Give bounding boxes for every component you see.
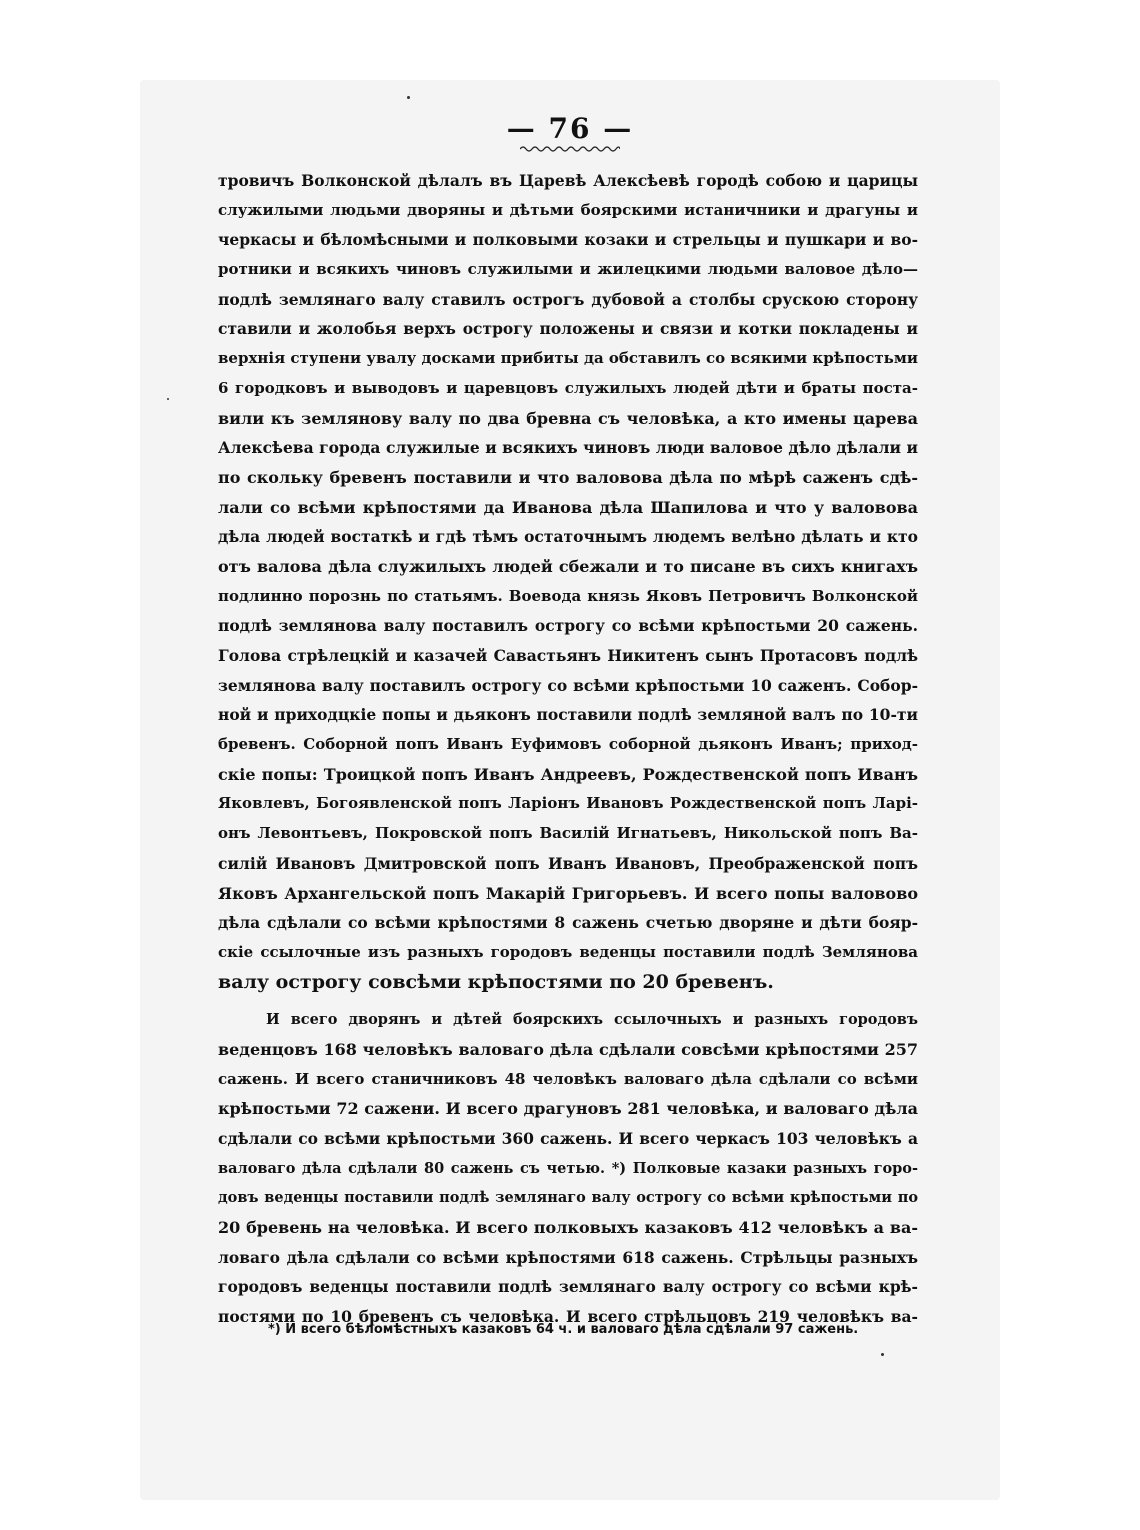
text-line: городовъ веденцы поставили подлѣ землянаго валу острогу со всѣми крѣ- [218, 1277, 918, 1297]
text-line: подлѣ землянова валу поставилъ острогу со всѣми крѣпостьми 20 сажень. [218, 616, 918, 636]
page-number: — 76 — [506, 112, 634, 145]
text-line: Яковъ Архангельской попъ Макарій Григорьевъ. И всего попы валовово [218, 883, 918, 903]
text-line: подлѣ землянаго валу ставилъ острогъ дубовой а столбы срускою сторону [218, 289, 918, 309]
text-line: по скольку бревенъ поставили и что валовова дѣла по мѣрѣ саженъ сдѣ- [218, 467, 918, 487]
page-header [0, 112, 1140, 153]
text-line: верхнія ступени увалу досками прибиты да обставилъ со всякими крѣпостьми [218, 349, 918, 368]
text-line: бревенъ. Соборной попъ Иванъ Еуфимовъ соборной дьяконъ Иванъ; приход- [218, 735, 918, 754]
text-line: довъ веденцы поставили подлѣ землянаго валу острогу со всѣми крѣпостьми по [218, 1189, 918, 1207]
text-line: ной и приходцкіе попы и дьяконъ поставили подлѣ земляной валъ по 10-ти [218, 705, 918, 725]
text-line: ротники и всякихъ чиновъ служилыми и жилецкими людьми валовое дѣло— [218, 260, 918, 279]
body-text [218, 166, 918, 1332]
wavy-underline [520, 145, 620, 153]
text-line: 20 бревень на человѣка. И всего полковыхъ казаковъ 412 человѣкъ а ва- [218, 1218, 918, 1238]
text-line: служилыми людьми дворяны и дѣтьми боярскими истаничники и драгуны и [218, 200, 918, 219]
text-line: скіе ссылочные изъ разныхъ городовъ веденцы поставили подлѣ Землянова [218, 942, 918, 961]
text-line: Алексѣева города служилые и всякихъ чиновъ люди валовое дѣло дѣлали и [218, 438, 918, 458]
text-line: валу острогу совсѣми крѣпостями по 20 бревенъ. [218, 970, 774, 993]
text-line: валоваго дѣла сдѣлали 80 сажень съ четью. *) Полковые казаки разныхъ горо- [218, 1159, 918, 1177]
text-line: сдѣлали со всѣми крѣпостьми 360 сажень. И всего черкасъ 103 человѣкъ а [218, 1129, 918, 1148]
scan-speck [407, 96, 410, 99]
text-line: подлинно порознь по статьямъ. Воевода князь Яковъ Петровичъ Волконской [218, 586, 918, 605]
text-line: сажень. И всего станичниковъ 48 человѣкъ валоваго дѣла сдѣлали со всѣми [218, 1069, 918, 1088]
text-line: скіе попы: Троицкой попъ Иванъ Андреевъ, Рождественской попъ Иванъ [218, 764, 918, 784]
text-line: Голова стрѣлецкій и казачей Савастьянъ Никитенъ сынъ Протасовъ подлѣ [218, 646, 918, 665]
paragraph-2 [218, 1005, 918, 1332]
text-line: Яковлевъ, Богоявленской попъ Ларіонъ Ивановъ Рождественской попъ Ларі- [218, 794, 918, 813]
text-line: 6 городковъ и выводовъ и царевцовъ служилыхъ людей дѣти и браты поста- [218, 378, 918, 397]
scan-speck [167, 398, 169, 400]
text-line: вили къ землянову валу по два бревна съ человѣка, а кто имены царева [218, 408, 918, 428]
text-line: тровичъ Волконской дѣлалъ въ Царевѣ Алексѣевѣ городѣ собою и царицы [218, 171, 918, 190]
paragraph-1 [218, 166, 918, 997]
text-line: веденцовъ 168 человѣкъ валоваго дѣла сдѣлали совсѣми крѣпостями 257 [218, 1039, 918, 1059]
text-line: землянова валу поставилъ острогу со всѣми крѣпостьми 10 саженъ. Собор- [218, 675, 918, 695]
text-line: черкасы и бѣломѣсными и полковыми козаки и стрельцы и пушкари и во- [218, 230, 918, 250]
text-line: ловаго дѣла сдѣлали со всѣми крѣпостями 618 сажень. Стрѣльцы разныхъ [218, 1247, 918, 1267]
text-line: лали со всѣми крѣпостями да Иванова дѣла Шапилова и что у валовова [218, 497, 918, 517]
text-line: дѣла людей востаткѣ и гдѣ тѣмъ остаточнымъ людемъ велѣно дѣлать и кто [218, 527, 918, 547]
text-line: постями по 10 бревенъ съ человѣка. И всего стрѣльцовъ 219 человѣкъ ва- [218, 1307, 918, 1327]
text-line: И всего дворянъ и дѣтей боярскихъ ссылочныхъ и разныхъ городовъ [266, 1011, 918, 1029]
footnote: *) И всего бѣломѣстныхъ казаковъ 64 ч. и валоваго дѣла сдѣлали 97 сажень. [268, 1322, 859, 1337]
text-line: силій Ивановъ Дмитровской попъ Иванъ Ивановъ, Преображенской попъ [218, 853, 918, 873]
scan-speck [881, 1353, 884, 1356]
text-line: отъ валова дѣла служилыхъ людей сбежали и то писане въ сихъ книгахъ [218, 556, 918, 576]
text-line: крѣпостьми 72 сажени. И всего драгуновъ 281 человѣка, и валоваго дѣла [218, 1099, 918, 1119]
text-line: дѣла сдѣлали со всѣми крѣпостями 8 сажень счетью дворяне и дѣти бояр- [218, 913, 918, 933]
text-line: ставили и жолобья верхъ острогу положены и связи и котки поклaдены и [218, 319, 918, 339]
text-line: онъ Левонтьевъ, Покровской попъ Василій Игнатьевъ, Никольской попъ Ва- [218, 824, 918, 843]
